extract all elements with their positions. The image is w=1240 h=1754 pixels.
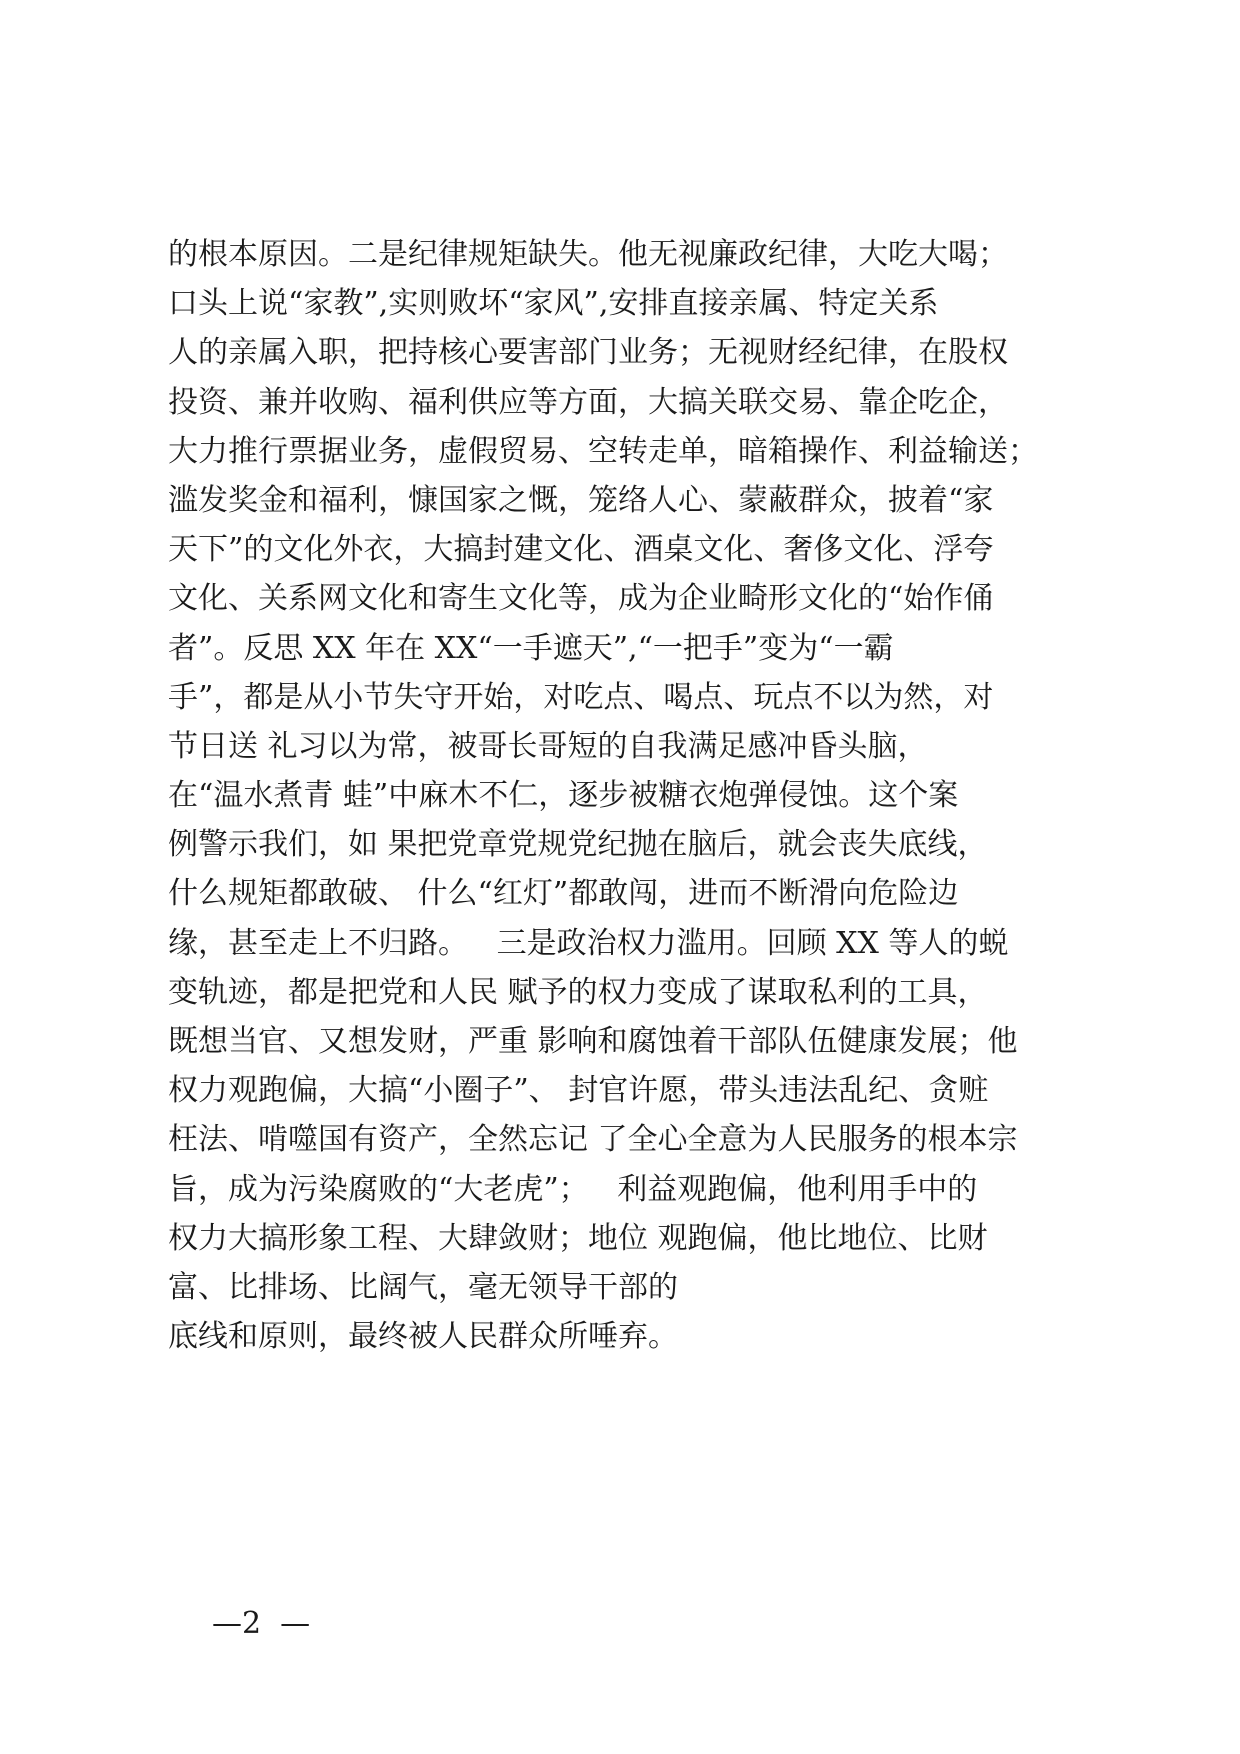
text-line: 什么规矩都敢破、 什么“红灯”都敢闯，进而不断滑向危险边: [168, 876, 959, 912]
text-line: 人的亲属入职，把持核心要害部门业务；无视财经纪律，在股权: [168, 335, 1008, 371]
body-text: [168, 230, 1088, 1361]
text-line: 天下”的文化外衣，大搞封建文化、酒桌文化、奢侈文化、浮夸: [168, 532, 994, 568]
text-line: 底线和原则，最终被人民群众所唾弃。: [168, 1319, 678, 1355]
text-line: 口头上说“家教”,实则败坏“家风”,安排直接亲属、特定关系: [168, 286, 939, 322]
text-line: 枉法、啃噬国有资产，全然忘记 了全心全意为人民服务的根本宗: [168, 1122, 1018, 1158]
text-line: 变轨迹，都是把党和人民 赋予的权力变成了谋取私利的工具，: [168, 974, 988, 1010]
text-line: 的根本原因。二是纪律规矩缺失。他无视廉政纪律，大吃大喝；: [168, 237, 1008, 272]
text-line: 权力大搞形象工程、大肆敛财；地位 观跑偏，他比地位、比财: [168, 1220, 988, 1256]
text-line: 旨，成为污染腐败的“大老虎”； 利益观跑偏，他利用手中的: [168, 1171, 978, 1207]
text-line: 滥发奖金和福利，慷国家之慨，笼络人心、蒙蔽群众，披着“家: [168, 482, 994, 518]
text-line: 既想当官、又想发财，严重 影响和腐蚀着干部队伍健康发展；他: [168, 1024, 1018, 1059]
text-line: 手”，都是从小节失守开始，对吃点、喝点、玩点不以为然，对: [168, 679, 994, 715]
text-line: 文化、关系网文化和寄生文化等，成为企业畸形文化的“始作俑: [168, 581, 994, 617]
text-line: 在“温水煮青 蛙”中麻木不仁，逐步被糖衣炮弹侵蚀。这个案: [168, 778, 959, 814]
text-line: 节日送 礼习以为常，被哥长哥短的自我满足感冲昏头脑，: [168, 728, 928, 764]
text-line: 例警示我们，如 果把党章党规党纪抛在脑后，就会丧失底线，: [168, 827, 988, 863]
page-number: —2 —: [212, 1606, 311, 1641]
text-line: 权力观跑偏，大搞“小圈子”、 封官许愿，带头违法乱纪、贪赃: [168, 1073, 989, 1109]
text-line: 缘，甚至走上不归路。 三是政治权力滥用。回顾 XX 等人的蜕: [168, 925, 1009, 961]
text-line: 投资、兼并收购、福利供应等方面，大搞关联交易、靠企吃企，: [168, 384, 1008, 420]
text-line: 者”。反思 XX 年在 XX“一手遮天”,“一把手”变为“一霸: [168, 630, 894, 666]
text-line: 富、比排场、比阔气，毫无领导干部的: [168, 1269, 678, 1305]
text-line: 大力推行票据业务，虚假贸易、空转走单，暗箱操作、利益输送；: [168, 433, 1038, 469]
